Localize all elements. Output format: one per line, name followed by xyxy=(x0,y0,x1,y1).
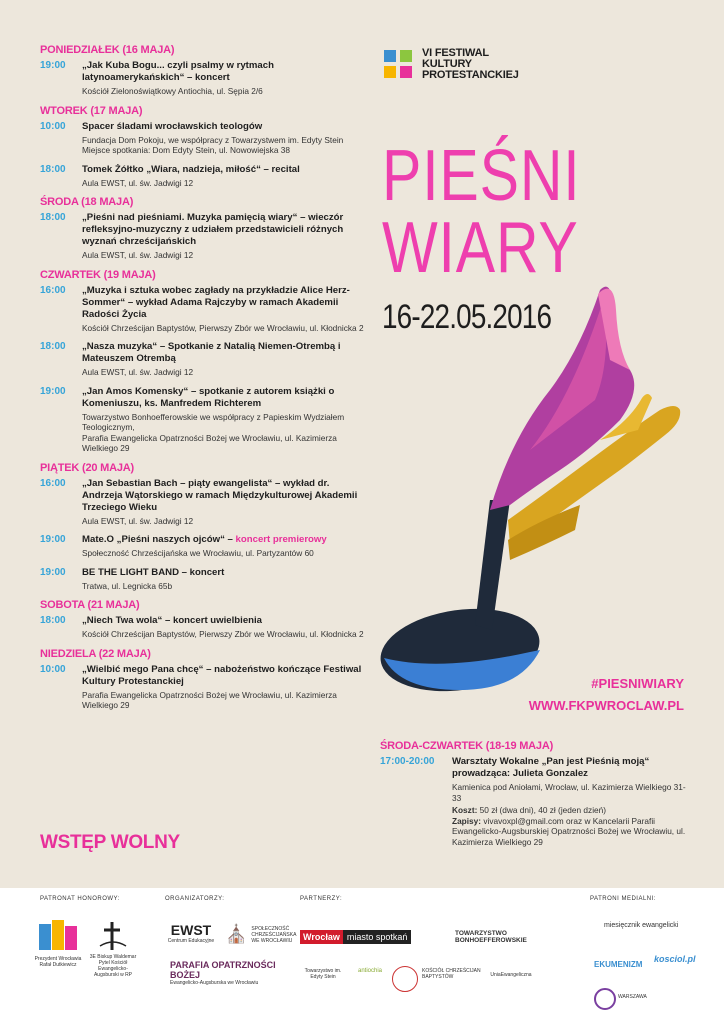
workshop-time: 17:00-20:00 xyxy=(380,756,435,767)
event-title-text: „Niech Twa wola“ – koncert uwielbienia xyxy=(82,615,263,626)
event-item xyxy=(40,478,370,527)
workshop-event xyxy=(380,756,690,847)
workshop-cost-value: 50 zł (dwa dni), 40 zł (jeden dzień) xyxy=(477,805,607,815)
event-title-text: „Jan Amos Komensky“ – spotkanie z autorem książki o Komeniuszu, ks. Manfredem Richterem xyxy=(82,385,335,409)
event-item xyxy=(40,212,370,261)
event-title-text: Spacer śladami wrocławskich teologów xyxy=(82,120,263,132)
event-title-highlight: koncert premierowy xyxy=(235,534,327,545)
event-place: Aula EWST, ul. św. Jadwigi 12 xyxy=(82,177,194,188)
festival-header xyxy=(382,48,519,81)
event-title-text: „Muzyka i sztuka wobec zagłady na przykładzie Alice Herz-Sommer“ – wykład Adama Rajczyby w ramach Akademii Radości Życia xyxy=(82,284,350,320)
event-place: Parafia Ewangelicka Opatrzności Bożej we Wrocławiu, ul. Kazimierza Wielkiego 29 xyxy=(82,689,337,710)
event-item xyxy=(40,567,370,592)
title-line1: PIEŚNI xyxy=(382,136,581,216)
festival-name-line2: KULTURY xyxy=(422,58,472,70)
edyta-stein-logo: Towarzystwo im. Edyty Stein xyxy=(304,968,342,980)
event-place: Kościół Chrześcijan Baptystów, Pierwszy Zbór we Wrocławiu, ul. Kłodnicka 2 xyxy=(82,629,364,639)
ewst-name: EWST xyxy=(170,922,212,938)
wroclaw-crest-icon xyxy=(37,920,79,954)
event-title-text: „Pieśni nad pieśniami. Muzyka pamięcią wiary“ – wieczór refleksyjno-muzyczny z udziałem przedstawicieli różnych wyznań chrześcijańskich xyxy=(82,212,344,247)
event-title xyxy=(82,615,370,627)
event-title xyxy=(82,664,370,688)
day-heading: WTOREK (17 MAJA) xyxy=(40,104,143,117)
workshop-cost xyxy=(452,805,690,816)
unia-ewangeliczna-logo: UniaEwangeliczna xyxy=(490,972,532,978)
event-title-text: „Wielbić mego Pana chcę“ – nabożeństwo kończące Festiwal Kultury Protestanckiej xyxy=(82,663,362,687)
event-title xyxy=(82,121,370,133)
schedule-column xyxy=(40,44,370,719)
event-item xyxy=(40,386,370,454)
miasto-spotkan-word: miasto spotkań xyxy=(343,930,412,944)
event-time: 18:00 xyxy=(40,163,66,175)
workshop-signup-value: vivavoxpl@gmail.com oraz w Kancelarii Parafii Ewangelicko-Augsburskiej Opatrzności Bożej we Wrocławiu, ul. Kazimierza Wielkiego 29 xyxy=(452,815,686,847)
bishop-logo xyxy=(86,920,140,978)
church-cross-icon xyxy=(98,920,128,952)
event-body xyxy=(82,664,370,711)
event-title xyxy=(82,567,370,579)
event-body xyxy=(82,285,370,334)
patronat-heading: PATRONAT HONOROWY: xyxy=(40,896,120,902)
media-heading: PATRONI MEDIALNI: xyxy=(590,896,656,902)
festival-logo-icon xyxy=(382,48,414,80)
day-heading: NIEDZIELA (22 MAJA) xyxy=(40,647,151,660)
event-body xyxy=(82,121,370,156)
ewst-sub: Centrum Edukacyjne xyxy=(167,938,215,944)
wroclaw-miasto-spotkan-logo xyxy=(300,930,411,944)
event-title-text: „Jan Sebastian Bach – piąty ewangelista“ – wykład dr. Andrzeja Wątorskiego w ramach Międzykulturowej Akademii Trzeciego Wieku xyxy=(82,477,358,513)
circle-emblem-icon xyxy=(392,966,418,992)
event-title xyxy=(82,386,370,410)
event-title xyxy=(82,285,370,321)
wroclaw-word: Wrocław xyxy=(300,930,343,944)
event-body xyxy=(82,534,370,559)
bonhoeffer-logo: TOWARZYSTWO BONHOEFFEROWSKIE xyxy=(455,930,527,944)
church-icon: ⛪ xyxy=(225,924,248,944)
patron-2-name: 3E Biskup Waldemar Pytel Kościół Ewangelicko-Augsburski w RP xyxy=(89,954,137,978)
event-item xyxy=(40,164,370,189)
event-item xyxy=(40,615,370,640)
festival-name xyxy=(422,48,519,81)
event-place: Towarzystwo Bonhoefferowskie we współpracy z Papieskim Wydziałem Teologicznym, Parafia Ewangelicka Opatrzności Bożej we Wrocławiu, ul. Kazimierza Wielkiego 29 xyxy=(82,411,345,453)
event-item xyxy=(40,341,370,378)
event-time: 19:00 xyxy=(40,385,66,397)
workshop-day: ŚRODA-CZWARTEK (18-19 MAJA) xyxy=(380,740,554,752)
kosciol-pl-logo: kosciol.pl xyxy=(654,954,696,964)
workshop-signup xyxy=(452,816,690,848)
event-title xyxy=(82,164,370,176)
event-item xyxy=(40,285,370,334)
event-title-text: Tomek Żółtko „Wiara, nadzieja, miłość“ – recital xyxy=(82,163,300,175)
event-place: Społeczność Chrześcijańska we Wrocławiu, ul. Partyzantów 60 xyxy=(82,548,314,558)
title-line2: WIARY xyxy=(382,208,579,288)
day-heading: PIĄTEK (20 MAJA) xyxy=(40,461,134,474)
event-item xyxy=(40,534,370,559)
event-time: 10:00 xyxy=(40,663,66,675)
event-body xyxy=(82,478,370,527)
festival-name-line1: VI FESTIWAL xyxy=(422,47,489,59)
radio-logo-icon xyxy=(594,988,616,1010)
event-time: 19:00 xyxy=(40,60,66,71)
workshop-cost-label: Koszt: xyxy=(452,805,478,815)
event-title-text: Mate.O „Pieśni naszych ojców“ – xyxy=(82,534,236,545)
workshop-section xyxy=(380,740,690,855)
event-body xyxy=(82,60,370,97)
event-title xyxy=(82,212,370,248)
event-time: 18:00 xyxy=(40,341,66,352)
day-heading: ŚRODA (18 MAJA) xyxy=(40,196,134,208)
spolecznosc-logo xyxy=(225,924,295,945)
partners-heading: PARTNERZY: xyxy=(300,896,343,902)
event-place: Fundacja Dom Pokoju, we współpracy z Towarzystwem im. Edyty Stein Miejsce spotkania: Dom Edyty Stein, ul. Nowowiejska 38 xyxy=(82,134,344,155)
event-time: 18:00 xyxy=(40,212,66,223)
spolecznosc-name: SPOŁECZNOŚĆ CHRZEŚCIJAŃSKA WE WROCŁAWIU xyxy=(251,925,297,944)
event-item xyxy=(40,60,370,97)
event-place: Kościół Chrześcijan Baptystów, Pierwszy Zbór we Wrocławiu, ul. Kłodnicka 2 xyxy=(82,322,364,333)
event-body xyxy=(82,164,370,189)
ewst-logo xyxy=(165,922,217,944)
event-title xyxy=(82,534,370,546)
event-title xyxy=(82,478,370,514)
event-title xyxy=(82,341,370,365)
parafia-name: PARAFIA OPATRZNOŚCI BOŻEJ xyxy=(170,960,276,980)
workshop-signup-label: Zapisy: xyxy=(452,815,482,826)
parafia-sub: Ewangelicko-Augsburska we Wrocławiu xyxy=(170,980,259,986)
organizers-heading: ORGANIZATORZY: xyxy=(165,896,225,902)
event-time: 18:00 xyxy=(40,615,66,626)
event-item xyxy=(40,121,370,156)
miesiecznik-logo: miesięcznik ewangelicki xyxy=(604,922,679,929)
wroclaw-logo xyxy=(32,920,84,968)
event-time: 16:00 xyxy=(40,477,66,489)
ekumenizm-logo: EKUMENIZM xyxy=(594,960,643,969)
event-place: Aula EWST, ul. św. Jadwigi 12 xyxy=(82,367,194,377)
event-body xyxy=(82,341,370,378)
event-title-text: „Nasza muzyka“ – Spotkanie z Natalią Niemen-Otrembą i Mateuszem Otrembą xyxy=(82,341,341,364)
event-title xyxy=(82,60,370,84)
patron-1-name: Prezydent Wrocławia Rafał Dutkiewicz xyxy=(34,956,82,968)
antiochia-logo: antiochia xyxy=(357,968,383,974)
event-place: Aula EWST, ul. św. Jadwigi 12 xyxy=(82,515,194,526)
festival-name-line3: PROTESTANCKIEJ xyxy=(422,69,519,81)
hands-music-note-illustration xyxy=(380,280,690,700)
event-place: Kościół Zielonoświątkowy Antiochia, ul. Sępia 2/6 xyxy=(82,86,263,96)
event-time: 16:00 xyxy=(40,284,66,296)
hashtag: #PIESNIWIARY xyxy=(591,676,684,691)
event-body xyxy=(82,212,370,261)
workshop-body xyxy=(452,756,690,847)
free-entry-label: WSTĘP WOLNY xyxy=(40,832,180,853)
event-time: 19:00 xyxy=(40,534,66,545)
event-place: Aula EWST, ul. św. Jadwigi 12 xyxy=(82,250,194,260)
event-place: Tratwa, ul. Legnicka 65b xyxy=(82,580,173,591)
baptist-church-logo: KOŚCIÓŁ CHRZEŚCIJAN BAPTYSTÓW xyxy=(422,968,481,980)
day-heading: PONIEDZIAŁEK (16 MAJA) xyxy=(40,44,175,56)
event-title-text: BE THE LIGHT BAND – koncert xyxy=(82,566,225,578)
workshop-title: Warsztaty Wokalne „Pan jest Pieśnią moją“ prowadząca: Julieta Gonzalez xyxy=(452,756,650,779)
parafia-logo xyxy=(170,960,280,986)
event-item xyxy=(40,664,370,711)
event-body xyxy=(82,615,370,640)
day-heading: CZWARTEK (19 MAJA) xyxy=(40,268,156,281)
festival-dates: 16-22.05.2016 xyxy=(382,298,552,336)
sponsors-footer xyxy=(0,888,724,1024)
website-link[interactable]: WWW.FKPWROCLAW.PL xyxy=(528,698,684,713)
event-body xyxy=(82,386,370,454)
event-body xyxy=(82,567,370,592)
event-time: 10:00 xyxy=(40,120,66,132)
day-heading: SOBOTA (21 MAJA) xyxy=(40,599,140,611)
workshop-place: Kamienica pod Aniołami, Wrocław, ul. Kazimierza Wielkiego 31-33 xyxy=(452,782,686,803)
event-title-text: „Jak Kuba Bogu... czyli psalmy w rytmach latynoamerykańskich“ – koncert xyxy=(82,60,274,83)
warszawa-label: WARSZAWA xyxy=(618,994,647,1000)
event-time: 19:00 xyxy=(40,566,66,578)
